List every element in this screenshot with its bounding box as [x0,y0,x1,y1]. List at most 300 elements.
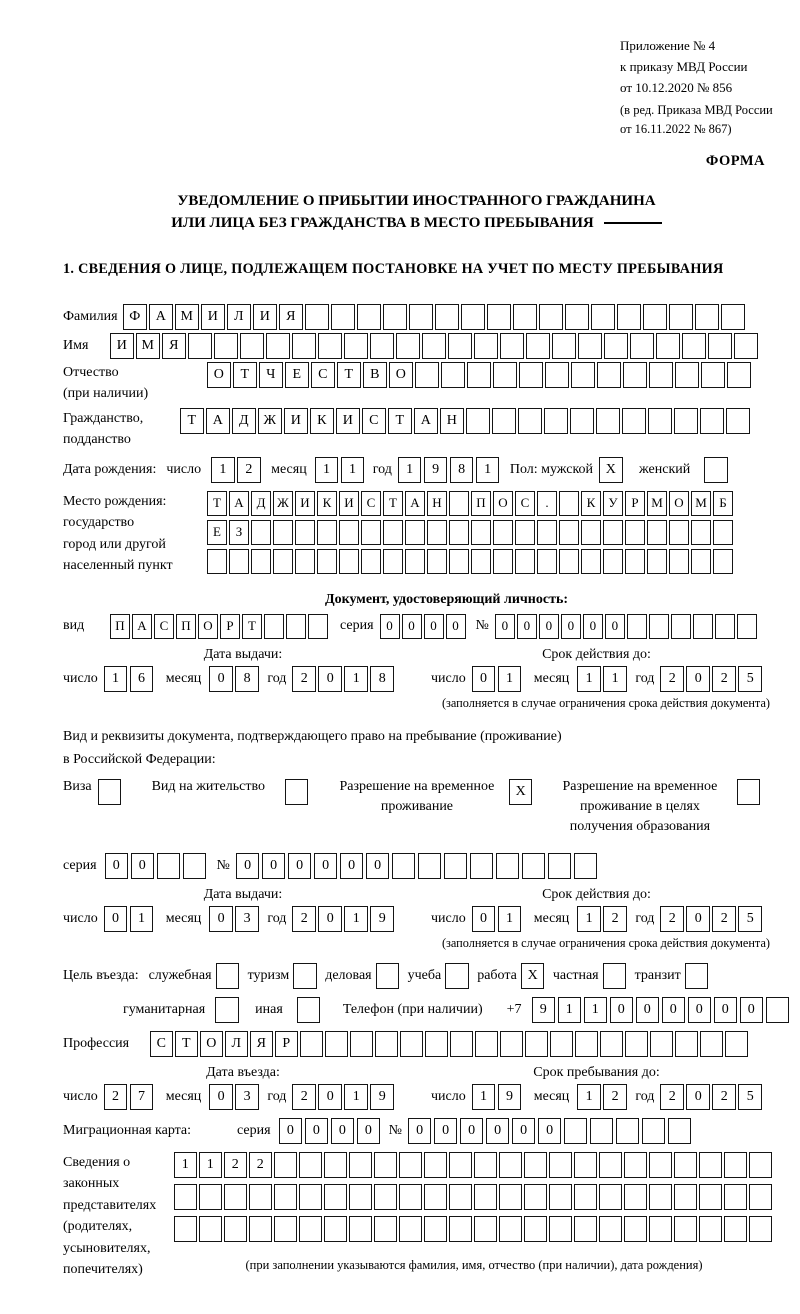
doc-number-cell[interactable] [649,614,669,639]
migration-number-cell[interactable]: 0 [538,1118,562,1144]
residence-valid-month-cell[interactable]: 2 [603,906,627,932]
doc-number-cell[interactable]: 0 [517,614,537,639]
representatives-row2-cell[interactable] [674,1184,697,1210]
citizenship-cell[interactable] [518,408,542,434]
firstname-cell[interactable] [682,333,706,359]
residence-issue-month-cell[interactable]: 3 [235,906,259,932]
birthplace-row2-cell[interactable]: Е [207,520,227,545]
birthplace-row3-cell[interactable] [647,549,667,574]
birth-day-cell[interactable]: 2 [237,457,261,483]
birthplace-row2-cell[interactable] [383,520,403,545]
birthplace-row3-cell[interactable] [691,549,711,574]
representatives-row2-cell[interactable] [749,1184,772,1210]
entry-day-cell[interactable]: 7 [130,1084,154,1110]
patronymic-cell[interactable] [623,362,647,388]
doc-kind-cell[interactable] [286,614,306,639]
representatives-row2-cell[interactable] [199,1184,222,1210]
doc-number-cell[interactable] [737,614,757,639]
residence-number-cell[interactable] [418,853,442,879]
birthplace-row1-cell[interactable]: А [229,491,249,516]
birthplace-row1-cell[interactable]: Д [251,491,271,516]
representatives-row3-cell[interactable] [599,1216,622,1242]
profession-cell[interactable] [650,1031,673,1057]
representatives-row1-cell[interactable] [474,1152,497,1178]
birthplace-row2-cell[interactable] [339,520,359,545]
firstname-cell[interactable] [552,333,576,359]
representatives-row1-cell[interactable]: 2 [249,1152,272,1178]
birth-month-cell[interactable]: 1 [315,457,339,483]
birthplace-row3-cell[interactable] [669,549,689,574]
representatives-row3-cell[interactable] [749,1216,772,1242]
birthplace-row3-cell[interactable] [427,549,447,574]
firstname-cell[interactable] [188,333,212,359]
until-day-cell[interactable]: 9 [498,1084,522,1110]
representatives-row2-cell[interactable] [499,1184,522,1210]
representatives-row1-cell[interactable] [574,1152,597,1178]
migration-series-cell[interactable]: 0 [357,1118,381,1144]
entry-year-cell[interactable]: 9 [370,1084,394,1110]
doc-number-cell[interactable]: 0 [561,614,581,639]
residence-number-cell[interactable]: 0 [340,853,364,879]
doc-issue-year-cell[interactable]: 0 [318,666,342,692]
doc-issue-year-cell[interactable]: 1 [344,666,368,692]
entry-year-cell[interactable]: 1 [344,1084,368,1110]
migration-series-cell[interactable]: 0 [279,1118,303,1144]
representatives-row3-cell[interactable] [299,1216,322,1242]
migration-number-cell[interactable]: 0 [486,1118,510,1144]
surname-cell[interactable] [461,304,485,330]
doc-number-cell[interactable]: 0 [539,614,559,639]
residence-number-cell[interactable] [548,853,572,879]
representatives-row1-cell[interactable] [749,1152,772,1178]
profession-cell[interactable] [450,1031,473,1057]
representatives-row2-cell[interactable] [349,1184,372,1210]
representatives-row1-cell[interactable] [274,1152,297,1178]
representatives-row2-cell[interactable] [299,1184,322,1210]
profession-cell[interactable] [425,1031,448,1057]
citizenship-cell[interactable] [622,408,646,434]
representatives-row3-cell[interactable] [274,1216,297,1242]
profession-cell[interactable] [600,1031,623,1057]
phone-cell[interactable]: 1 [558,997,582,1023]
profession-cell[interactable]: О [200,1031,223,1057]
birthplace-row1-cell[interactable]: У [603,491,623,516]
patronymic-cell[interactable] [571,362,595,388]
doc-kind-cell[interactable]: Т [242,614,262,639]
patronymic-cell[interactable] [597,362,621,388]
birthplace-row1-cell[interactable]: Б [713,491,733,516]
citizenship-cell[interactable] [596,408,620,434]
doc-valid-year-cell[interactable]: 2 [660,666,684,692]
surname-cell[interactable] [357,304,381,330]
migration-number-cell[interactable]: 0 [512,1118,536,1144]
surname-cell[interactable] [669,304,693,330]
migration-number-cell[interactable] [590,1118,614,1144]
firstname-cell[interactable] [292,333,316,359]
representatives-row2-cell[interactable] [724,1184,747,1210]
profession-cell[interactable] [325,1031,348,1057]
representatives-row3-cell[interactable] [324,1216,347,1242]
surname-cell[interactable] [617,304,641,330]
representatives-row2-cell[interactable] [424,1184,447,1210]
male-cell[interactable]: X [599,457,623,483]
patronymic-cell[interactable]: О [389,362,413,388]
birthplace-row2-cell[interactable] [251,520,271,545]
representatives-row2-cell[interactable] [549,1184,572,1210]
firstname-cell[interactable] [734,333,758,359]
residence-valid-year-cell[interactable]: 2 [660,906,684,932]
doc-kind-cell[interactable]: П [110,614,130,639]
representatives-row1-cell[interactable] [374,1152,397,1178]
phone-cell[interactable]: 0 [610,997,634,1023]
birthplace-row1-cell[interactable]: С [361,491,381,516]
representatives-row3-cell[interactable] [399,1216,422,1242]
until-day-cell[interactable]: 1 [472,1084,496,1110]
surname-cell[interactable] [487,304,511,330]
representatives-row3-cell[interactable] [549,1216,572,1242]
study-cell[interactable] [445,963,469,989]
doc-valid-day-cell[interactable]: 1 [498,666,522,692]
birthplace-row1-cell[interactable]: О [493,491,513,516]
birth-year-cell[interactable]: 1 [398,457,422,483]
migration-number-cell[interactable] [564,1118,588,1144]
tourism-cell[interactable] [293,963,317,989]
residence-issue-day-cell[interactable]: 0 [104,906,128,932]
doc-number-cell[interactable]: 0 [583,614,603,639]
residence-series-cell[interactable]: 0 [105,853,129,879]
representatives-row1-cell[interactable] [524,1152,547,1178]
birthplace-row1-cell[interactable]: И [339,491,359,516]
phone-cell[interactable]: 0 [636,997,660,1023]
residence-number-cell[interactable]: 0 [236,853,260,879]
profession-cell[interactable] [700,1031,723,1057]
birthplace-row1-cell[interactable]: . [537,491,557,516]
surname-cell[interactable]: А [149,304,173,330]
firstname-cell[interactable]: М [136,333,160,359]
birth-year-cell[interactable]: 1 [476,457,500,483]
representatives-row3-cell[interactable] [724,1216,747,1242]
surname-cell[interactable]: М [175,304,199,330]
doc-number-cell[interactable]: 0 [605,614,625,639]
representatives-row3-cell[interactable] [574,1216,597,1242]
firstname-cell[interactable] [578,333,602,359]
residence-number-cell[interactable] [470,853,494,879]
doc-number-cell[interactable] [627,614,647,639]
birthplace-row3-cell[interactable] [383,549,403,574]
migration-series-cell[interactable]: 0 [331,1118,355,1144]
doc-number-cell[interactable] [693,614,713,639]
entry-year-cell[interactable]: 0 [318,1084,342,1110]
representatives-row2-cell[interactable] [324,1184,347,1210]
migration-series-cell[interactable]: 0 [305,1118,329,1144]
representatives-row3-cell[interactable] [449,1216,472,1242]
representatives-row1-cell[interactable] [674,1152,697,1178]
representatives-row3-cell[interactable] [349,1216,372,1242]
representatives-row2-cell[interactable] [249,1184,272,1210]
birthplace-row2-cell[interactable] [427,520,447,545]
firstname-cell[interactable] [630,333,654,359]
residence-issue-year-cell[interactable]: 1 [344,906,368,932]
birthplace-row1-cell[interactable] [559,491,579,516]
temp-residence-cell[interactable]: X [509,779,533,805]
phone-cell[interactable] [766,997,790,1023]
birthplace-row2-cell[interactable] [273,520,293,545]
doc-number-cell[interactable]: 0 [495,614,515,639]
birthplace-row3-cell[interactable] [559,549,579,574]
profession-cell[interactable] [625,1031,648,1057]
birthplace-row2-cell[interactable] [559,520,579,545]
residence-issue-year-cell[interactable]: 0 [318,906,342,932]
migration-number-cell[interactable]: 0 [408,1118,432,1144]
residence-number-cell[interactable] [392,853,416,879]
birthplace-row2-cell[interactable] [493,520,513,545]
birthplace-row3-cell[interactable] [603,549,623,574]
residence-number-cell[interactable]: 0 [262,853,286,879]
firstname-cell[interactable]: И [110,333,134,359]
residence-number-cell[interactable] [574,853,598,879]
birthplace-row3-cell[interactable] [625,549,645,574]
profession-cell[interactable] [525,1031,548,1057]
birthplace-row1-cell[interactable]: И [295,491,315,516]
citizenship-cell[interactable]: Т [388,408,412,434]
profession-cell[interactable] [400,1031,423,1057]
birthplace-row1-cell[interactable]: О [669,491,689,516]
migration-number-cell[interactable] [668,1118,692,1144]
firstname-cell[interactable] [344,333,368,359]
phone-cell[interactable]: 0 [662,997,686,1023]
representatives-row1-cell[interactable] [299,1152,322,1178]
birthplace-row3-cell[interactable] [317,549,337,574]
citizenship-cell[interactable] [466,408,490,434]
business-cell[interactable] [376,963,400,989]
phone-cell[interactable]: 0 [740,997,764,1023]
firstname-cell[interactable] [526,333,550,359]
residence-valid-day-cell[interactable]: 0 [472,906,496,932]
other-cell[interactable] [297,997,321,1023]
residence-issue-year-cell[interactable]: 2 [292,906,316,932]
doc-valid-month-cell[interactable]: 1 [603,666,627,692]
birthplace-row1-cell[interactable]: Ж [273,491,293,516]
until-year-cell[interactable]: 0 [686,1084,710,1110]
birthplace-row3-cell[interactable] [251,549,271,574]
profession-cell[interactable]: Т [175,1031,198,1057]
visa-cell[interactable] [98,779,122,805]
patronymic-cell[interactable] [727,362,751,388]
representatives-row1-cell[interactable] [424,1152,447,1178]
firstname-cell[interactable] [318,333,342,359]
birthplace-row1-cell[interactable]: К [317,491,337,516]
representatives-row3-cell[interactable] [224,1216,247,1242]
residence-series-cell[interactable] [157,853,181,879]
birthplace-row2-cell[interactable] [449,520,469,545]
firstname-cell[interactable] [396,333,420,359]
firstname-cell[interactable] [708,333,732,359]
representatives-row1-cell[interactable]: 1 [199,1152,222,1178]
private-cell[interactable] [603,963,627,989]
birthplace-row1-cell[interactable]: А [405,491,425,516]
residence-series-cell[interactable] [183,853,207,879]
doc-series-cell[interactable]: 0 [402,614,422,639]
surname-cell[interactable] [331,304,355,330]
citizenship-cell[interactable] [492,408,516,434]
patronymic-cell[interactable]: Ч [259,362,283,388]
birthplace-row3-cell[interactable] [207,549,227,574]
surname-cell[interactable] [539,304,563,330]
firstname-cell[interactable] [370,333,394,359]
representatives-row2-cell[interactable] [474,1184,497,1210]
representatives-row1-cell[interactable] [649,1152,672,1178]
residence-permit-cell[interactable] [285,779,309,805]
residence-issue-year-cell[interactable]: 9 [370,906,394,932]
representatives-row1-cell[interactable] [349,1152,372,1178]
residence-series-cell[interactable]: 0 [131,853,155,879]
birthplace-row1-cell[interactable] [449,491,469,516]
entry-month-cell[interactable]: 0 [209,1084,233,1110]
birthplace-row3-cell[interactable] [471,549,491,574]
doc-number-cell[interactable] [715,614,735,639]
surname-cell[interactable] [435,304,459,330]
female-cell[interactable] [704,457,728,483]
birthplace-row3-cell[interactable] [713,549,733,574]
patronymic-cell[interactable] [649,362,673,388]
patronymic-cell[interactable]: Т [337,362,361,388]
surname-cell[interactable]: И [253,304,277,330]
patronymic-cell[interactable] [701,362,725,388]
representatives-row3-cell[interactable] [524,1216,547,1242]
citizenship-cell[interactable]: К [310,408,334,434]
profession-cell[interactable]: Я [250,1031,273,1057]
firstname-cell[interactable] [214,333,238,359]
until-month-cell[interactable]: 2 [603,1084,627,1110]
doc-series-cell[interactable]: 0 [446,614,466,639]
representatives-row1-cell[interactable]: 2 [224,1152,247,1178]
profession-cell[interactable] [375,1031,398,1057]
residence-issue-day-cell[interactable]: 1 [130,906,154,932]
surname-cell[interactable] [565,304,589,330]
entry-day-cell[interactable]: 2 [104,1084,128,1110]
doc-valid-day-cell[interactable]: 0 [472,666,496,692]
patronymic-cell[interactable]: О [207,362,231,388]
birthplace-row3-cell[interactable] [515,549,535,574]
doc-issue-year-cell[interactable]: 2 [292,666,316,692]
birthplace-row3-cell[interactable] [537,549,557,574]
phone-cell[interactable]: 0 [688,997,712,1023]
doc-issue-day-cell[interactable]: 1 [104,666,128,692]
patronymic-cell[interactable]: Е [285,362,309,388]
patronymic-cell[interactable] [675,362,699,388]
birthplace-row3-cell[interactable] [361,549,381,574]
official-cell[interactable] [216,963,240,989]
patronymic-cell[interactable] [441,362,465,388]
representatives-row2-cell[interactable] [599,1184,622,1210]
birthplace-row1-cell[interactable]: Р [625,491,645,516]
representatives-row1-cell[interactable] [499,1152,522,1178]
citizenship-cell[interactable] [700,408,724,434]
birth-day-cell[interactable]: 1 [211,457,235,483]
profession-cell[interactable] [300,1031,323,1057]
birthplace-row2-cell[interactable] [515,520,535,545]
surname-cell[interactable] [591,304,615,330]
birthplace-row3-cell[interactable] [581,549,601,574]
phone-cell[interactable]: 9 [532,997,556,1023]
firstname-cell[interactable] [240,333,264,359]
representatives-row3-cell[interactable] [499,1216,522,1242]
representatives-row1-cell[interactable] [624,1152,647,1178]
representatives-row2-cell[interactable] [649,1184,672,1210]
doc-valid-year-cell[interactable]: 5 [738,666,762,692]
representatives-row3-cell[interactable] [424,1216,447,1242]
citizenship-cell[interactable]: С [362,408,386,434]
profession-cell[interactable]: С [150,1031,173,1057]
firstname-cell[interactable]: Я [162,333,186,359]
representatives-row2-cell[interactable] [274,1184,297,1210]
firstname-cell[interactable] [604,333,628,359]
doc-number-cell[interactable] [671,614,691,639]
profession-cell[interactable] [350,1031,373,1057]
birthplace-row3-cell[interactable] [493,549,513,574]
patronymic-cell[interactable]: Т [233,362,257,388]
surname-cell[interactable]: Ф [123,304,147,330]
doc-issue-day-cell[interactable]: 6 [130,666,154,692]
phone-cell[interactable]: 0 [714,997,738,1023]
representatives-row3-cell[interactable] [649,1216,672,1242]
residence-valid-day-cell[interactable]: 1 [498,906,522,932]
citizenship-cell[interactable] [674,408,698,434]
birthplace-row2-cell[interactable] [471,520,491,545]
surname-cell[interactable] [409,304,433,330]
birthplace-row1-cell[interactable]: М [691,491,711,516]
patronymic-cell[interactable]: С [311,362,335,388]
birthplace-row2-cell[interactable] [669,520,689,545]
firstname-cell[interactable] [656,333,680,359]
birthplace-row3-cell[interactable] [449,549,469,574]
representatives-row2-cell[interactable] [399,1184,422,1210]
humanitarian-cell[interactable] [215,997,239,1023]
entry-year-cell[interactable]: 2 [292,1084,316,1110]
surname-cell[interactable] [383,304,407,330]
residence-number-cell[interactable] [496,853,520,879]
entry-month-cell[interactable]: 3 [235,1084,259,1110]
birthplace-row2-cell[interactable] [537,520,557,545]
firstname-cell[interactable] [500,333,524,359]
representatives-row3-cell[interactable] [624,1216,647,1242]
migration-number-cell[interactable] [642,1118,666,1144]
citizenship-cell[interactable]: Д [232,408,256,434]
surname-cell[interactable]: Я [279,304,303,330]
profession-cell[interactable] [575,1031,598,1057]
temp-residence-education-cell[interactable] [737,779,761,805]
transit-cell[interactable] [685,963,709,989]
patronymic-cell[interactable] [415,362,439,388]
migration-number-cell[interactable] [616,1118,640,1144]
representatives-row2-cell[interactable] [174,1184,197,1210]
patronymic-cell[interactable] [467,362,491,388]
profession-cell[interactable]: Р [275,1031,298,1057]
birthplace-row3-cell[interactable] [405,549,425,574]
representatives-row2-cell[interactable] [374,1184,397,1210]
residence-number-cell[interactable]: 0 [366,853,390,879]
birth-month-cell[interactable]: 1 [341,457,365,483]
doc-series-cell[interactable]: 0 [424,614,444,639]
profession-cell[interactable] [500,1031,523,1057]
representatives-row3-cell[interactable] [374,1216,397,1242]
birthplace-row2-cell[interactable] [625,520,645,545]
surname-cell[interactable] [643,304,667,330]
representatives-row3-cell[interactable] [699,1216,722,1242]
birthplace-row2-cell[interactable] [603,520,623,545]
birthplace-row3-cell[interactable] [273,549,293,574]
until-year-cell[interactable]: 2 [660,1084,684,1110]
